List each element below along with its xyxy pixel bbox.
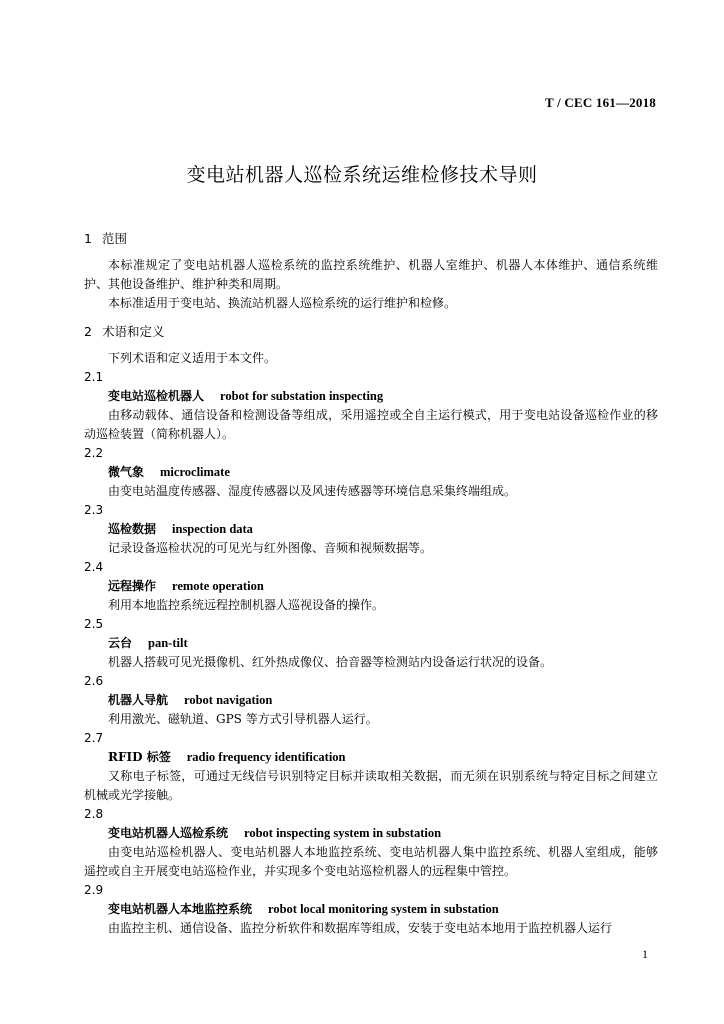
terms-intro: 下列术语和定义适用于本文件。 bbox=[108, 351, 277, 365]
term-number: 2.3 bbox=[84, 503, 104, 517]
term-definition: 由监控主机、通信设备、监控分析软件和数据库等组成，安装于变电站本地用于监控机器人运行 bbox=[108, 921, 613, 935]
standard-code-header: T / CEC 161—2018 bbox=[545, 95, 656, 110]
term-definition: 由变电站巡检机器人、变电站机器人本地监控系统、变电站机器人集中监控系统、机器人室组成，能够遥控或自主开展变电站巡检作业，并实现多个变电站巡检机器人的远程集中管控。 bbox=[84, 845, 658, 878]
term-zh: 机器人导航 bbox=[108, 693, 169, 707]
term-definition: 由移动载体、通信设备和检测设备等组成，采用遥控或全自主运行模式，用于变电站设备巡检作业的移动巡检装置（简称机器人）。 bbox=[84, 408, 658, 441]
term-number: 2.1 bbox=[84, 370, 104, 384]
term-definition: 机器人搭载可见光摄像机、红外热成像仪、拾音器等检测站内设备运行状况的设备。 bbox=[108, 655, 553, 669]
term-name bbox=[84, 900, 658, 919]
term-zh: 变电站巡检机器人 bbox=[108, 389, 205, 403]
term-number: 2.4 bbox=[84, 560, 104, 574]
section-2-heading bbox=[84, 322, 658, 341]
scope-paragraph: 本标准规定了变电站机器人巡检系统的监控系统维护、机器人室维护、机器人本体维护、通信系统维护、其他设备维护、维护种类和周期。 bbox=[84, 258, 658, 291]
term-en: pan-tilt bbox=[148, 636, 188, 650]
term-definition: 利用激光、磁轨道、GPS 等方式引导机器人运行。 bbox=[108, 712, 378, 726]
section-number: 1 bbox=[84, 231, 92, 246]
section-1-heading bbox=[84, 229, 658, 248]
term-en: radio frequency identification bbox=[186, 750, 346, 764]
term-en: robot navigation bbox=[184, 693, 273, 707]
term-en: robot for substation inspecting bbox=[220, 389, 384, 403]
term-zh: 远程操作 bbox=[108, 579, 157, 593]
term-name bbox=[84, 577, 658, 596]
scope-paragraph: 本标准适用于变电站、换流站机器人巡检系统的运行维护和检修。 bbox=[108, 296, 457, 310]
term-name bbox=[84, 824, 658, 843]
term-en: robot inspecting system in substation bbox=[244, 826, 442, 840]
document-title: 变电站机器人巡检系统运维检修技术导则 bbox=[186, 164, 538, 186]
term-definition: 记录设备巡检状况的可见光与红外图像、音频和视频数据等。 bbox=[108, 541, 433, 555]
term-zh: RFID 标签 bbox=[108, 750, 171, 764]
term-zh: 变电站机器人本地监控系统 bbox=[108, 902, 253, 916]
term-name bbox=[84, 634, 658, 653]
term-en: robot local monitoring system in substation bbox=[268, 902, 499, 916]
term-number: 2.2 bbox=[84, 446, 104, 460]
term-name bbox=[84, 387, 658, 406]
term-number: 2.5 bbox=[84, 617, 104, 631]
term-name bbox=[84, 748, 658, 767]
term-zh: 微气象 bbox=[108, 465, 145, 479]
term-definition: 由变电站温度传感器、湿度传感器以及风速传感器等环境信息采集终端组成。 bbox=[108, 484, 517, 498]
term-en: microclimate bbox=[160, 465, 230, 479]
section-number: 2 bbox=[84, 324, 92, 339]
term-zh: 云台 bbox=[108, 636, 133, 650]
term-definition: 又称电子标签，可通过无线信号识别特定目标并读取相关数据，而无须在识别系统与特定目标之间建立机械或光学接触。 bbox=[84, 769, 658, 802]
term-name bbox=[84, 520, 658, 539]
document-body bbox=[84, 226, 658, 938]
section-title: 术语和定义 bbox=[102, 324, 165, 339]
term-name bbox=[84, 691, 658, 710]
term-number: 2.8 bbox=[84, 807, 104, 821]
term-number: 2.9 bbox=[84, 883, 104, 897]
term-name bbox=[84, 463, 658, 482]
term-en: remote operation bbox=[172, 579, 264, 593]
term-zh: 巡检数据 bbox=[108, 522, 157, 536]
term-definition: 利用本地监控系统远程控制机器人巡视设备的操作。 bbox=[108, 598, 385, 612]
term-number: 2.7 bbox=[84, 731, 104, 745]
term-number: 2.6 bbox=[84, 674, 104, 688]
term-en: inspection data bbox=[172, 522, 253, 536]
term-zh: 变电站机器人巡检系统 bbox=[108, 826, 229, 840]
section-title: 范围 bbox=[102, 231, 128, 246]
page-number: 1 bbox=[642, 947, 648, 961]
